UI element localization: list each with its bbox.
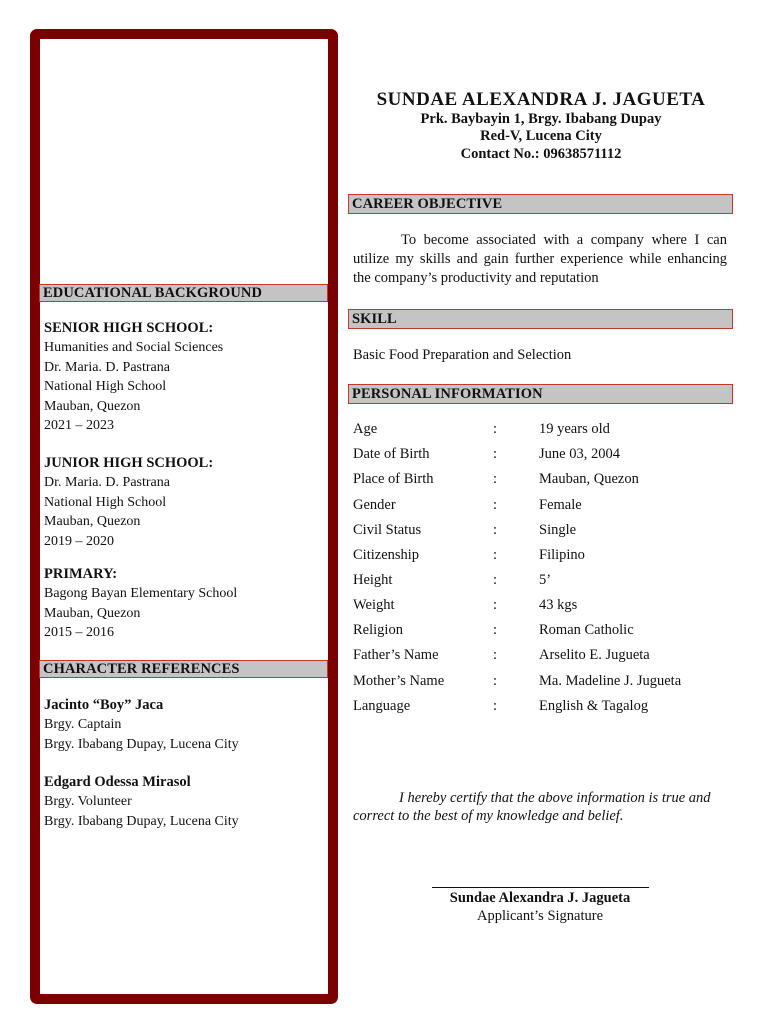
info-separator: : [493, 673, 498, 689]
info-value: 5’ [539, 572, 552, 588]
personal-info-title: PERSONAL INFORMATION [348, 384, 733, 404]
skill-title: SKILL [348, 309, 733, 329]
info-value: 19 years old [539, 421, 610, 437]
info-separator: : [493, 421, 498, 437]
education-section-title: EDUCATIONAL BACKGROUND [39, 284, 328, 302]
info-value: Filipino [539, 547, 585, 563]
info-label: Mother’s Name [353, 673, 445, 689]
address-line: Red-V, Lucena City [480, 128, 602, 144]
address-line: Prk. Baybayin 1, Brgy. Ibabang Dupay [420, 111, 662, 127]
info-value: Ma. Madeline J. Jugueta [539, 673, 682, 689]
info-row [353, 446, 733, 466]
info-separator: : [493, 547, 498, 563]
reference-line: Brgy. Volunteer [44, 794, 132, 810]
senior-high-line: Mauban, Quezon [44, 398, 141, 414]
info-label: Gender [353, 497, 396, 513]
reference-line: Brgy. Ibabang Dupay, Lucena City [44, 813, 239, 829]
info-separator: : [493, 698, 498, 714]
certification-text: I hereby certify that the above information is true and correct to the best of my knowledge and belief. [353, 790, 711, 824]
career-objective-text: To become associated with a company where I can utilize my skills and gain further experience while enhancing the company’s productivity and reputation [353, 232, 727, 286]
senior-high-heading: SENIOR HIGH SCHOOL: [44, 320, 214, 336]
info-label: Height [353, 572, 393, 588]
info-label: Weight [353, 597, 395, 613]
reference-name: Edgard Odessa Mirasol [44, 774, 191, 790]
primary-line: Bagong Bayan Elementary School [44, 586, 238, 602]
primary-line: Mauban, Quezon [44, 605, 141, 621]
info-label: Date of Birth [353, 446, 430, 462]
info-row [353, 497, 733, 517]
info-separator: : [493, 622, 498, 638]
references-section-title: CHARACTER REFERENCES [39, 660, 328, 678]
reference-line: Brgy. Ibabang Dupay, Lucena City [44, 736, 239, 752]
info-row [353, 471, 733, 491]
applicant-name: SUNDAE ALEXANDRA J. JAGUETA [376, 89, 706, 110]
info-label: Citizenship [353, 547, 420, 563]
info-label: Age [353, 421, 378, 437]
reference-item [44, 696, 239, 754]
junior-high-block [44, 454, 213, 551]
info-label: Religion [353, 622, 403, 638]
info-row [353, 622, 733, 642]
reference-name: Jacinto “Boy” Jaca [44, 697, 164, 713]
info-row [353, 522, 733, 542]
senior-high-line: Humanities and Social Sciences [44, 340, 224, 356]
reference-item [44, 773, 239, 831]
junior-high-heading: JUNIOR HIGH SCHOOL: [44, 455, 214, 471]
primary-heading: PRIMARY: [44, 566, 118, 582]
junior-high-line: 2019 – 2020 [44, 533, 114, 549]
info-separator: : [493, 446, 498, 462]
info-value: June 03, 2004 [539, 446, 620, 462]
info-row [353, 647, 733, 667]
signature-line [432, 887, 649, 888]
reference-line: Brgy. Captain [44, 717, 122, 733]
info-row [353, 673, 733, 693]
info-value: English & Tagalog [539, 698, 649, 714]
junior-high-line: Mauban, Quezon [44, 514, 141, 530]
info-row [353, 547, 733, 567]
info-value: Roman Catholic [539, 622, 634, 638]
info-label: Place of Birth [353, 471, 434, 487]
info-label: Language [353, 698, 411, 714]
senior-high-block [44, 319, 223, 435]
primary-line: 2015 – 2016 [44, 625, 114, 641]
info-row [353, 572, 733, 592]
contact-number: Contact No.: 09638571112 [460, 146, 622, 162]
info-row [353, 597, 733, 617]
info-row [353, 698, 733, 718]
info-value: Arselito E. Jugueta [539, 647, 650, 663]
primary-block [44, 565, 237, 643]
senior-high-line: National High School [44, 379, 167, 395]
info-separator: : [493, 497, 498, 513]
info-separator: : [493, 572, 498, 588]
career-objective-title: CAREER OBJECTIVE [348, 194, 733, 214]
info-separator: : [493, 471, 498, 487]
info-row [353, 421, 733, 441]
info-value: Single [539, 522, 577, 538]
skill-text: Basic Food Preparation and Selection [353, 347, 572, 363]
info-label: Civil Status [353, 522, 422, 538]
senior-high-line: 2021 – 2023 [44, 418, 114, 434]
info-separator: : [493, 647, 498, 663]
junior-high-line: Dr. Maria. D. Pastrana [44, 475, 170, 491]
info-separator: : [493, 522, 498, 538]
senior-high-line: Dr. Maria. D. Pastrana [44, 359, 170, 375]
info-value: Female [539, 497, 582, 513]
junior-high-line: National High School [44, 494, 167, 510]
info-separator: : [493, 597, 498, 613]
info-label: Father’s Name [353, 647, 439, 663]
signature-name: Sundae Alexandra J. Jagueta [449, 890, 631, 906]
info-value: 43 kgs [539, 597, 578, 613]
signature-label: Applicant’s Signature [476, 908, 604, 924]
info-value: Mauban, Quezon [539, 471, 639, 487]
